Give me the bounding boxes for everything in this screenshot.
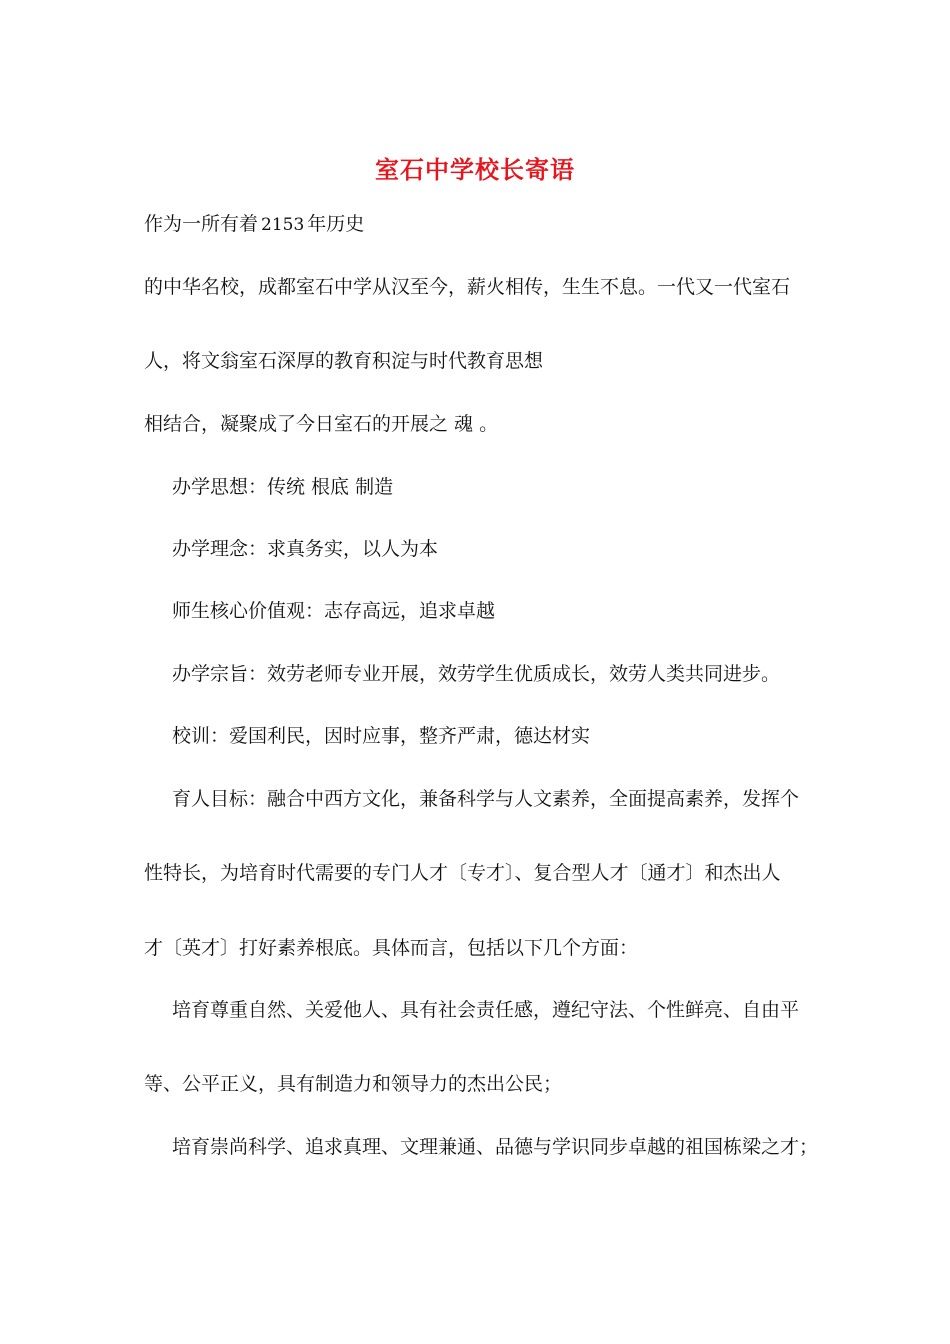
intro-line-1-prefix: 作为一所有着 [144, 213, 259, 235]
education-goal-line-2: 性特长，为培育时代需要的专门人才〔专才〕、复合型人才〔通才〕和杰出人 [144, 862, 781, 884]
intro-line-4: 相结合，凝聚成了今日室石的开展之 魂 。 [144, 413, 499, 435]
intro-line-1-suffix: 年历史 [307, 213, 365, 235]
aim-1-line-2: 等、公平正义，具有制造力和领导力的杰出公民； [144, 1073, 563, 1095]
education-goal-line-1: 育人目标：融合中西方文化，兼备科学与人文素养，全面提高素养，发挥个 [172, 788, 800, 810]
aim-2-line-1: 培育崇尚科学、追求真理、文理兼通、品德与学识同步卓越的祖国栋梁之才； [172, 1136, 819, 1158]
aim-1-line-1: 培育尊重自然、关爱他人、具有社会责任感，遵纪守法、个性鲜亮、自由平 [172, 999, 800, 1021]
intro-line-3: 人，将文翁室石深厚的教育积淀与时代教育思想 [144, 350, 544, 372]
school-motto: 校训：爱国利民，因时应事，整齐严肃，德达材实 [172, 725, 591, 747]
school-thought: 办学思想：传统 根底 制造 [172, 476, 394, 498]
school-purpose: 办学宗旨：效劳老师专业开展，效劳学生优质成长，效劳人类共同进步。 [172, 663, 781, 685]
intro-line-2: 的中华名校，成都室石中学从汉至今，薪火相传，生生不息。一代又一代室石 [144, 276, 791, 298]
intro-line-1 [144, 212, 364, 237]
education-goal-line-3: 才〔英才〕打好素养根底。具体而言，包括以下几个方面： [144, 937, 639, 959]
history-years-number: 2153 [261, 215, 305, 235]
school-concept: 办学理念：求真务实，以人为本 [172, 538, 439, 560]
document-title: 室石中学校长寄语 [375, 156, 575, 184]
core-values: 师生核心价值观：志存高远，追求卓越 [172, 600, 496, 622]
